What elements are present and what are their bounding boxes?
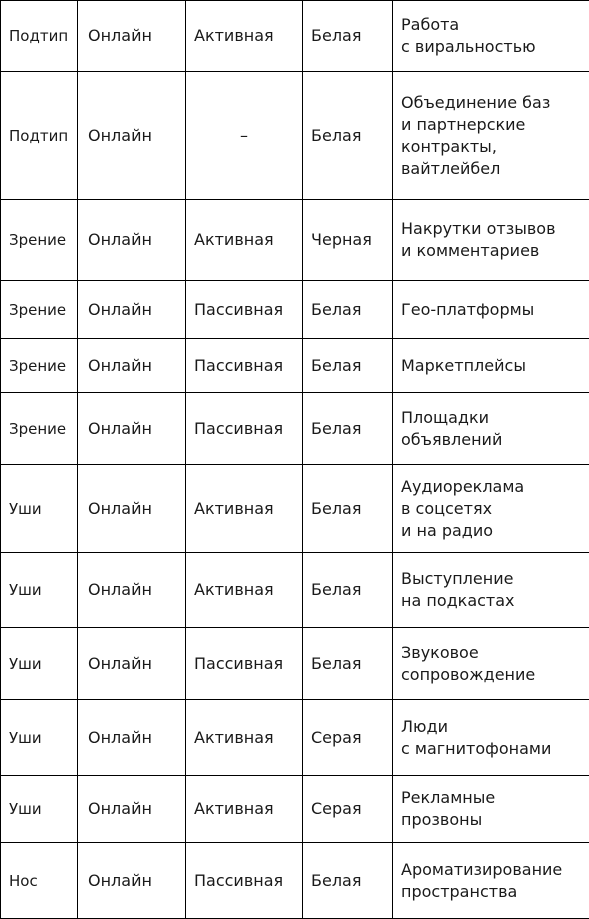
table-row <box>1 628 589 700</box>
cell-color: Серая <box>303 700 393 776</box>
table-row <box>1 339 589 393</box>
cell-tool: Люди с магнитофонами <box>393 700 589 776</box>
cell-color: Белая <box>303 843 393 919</box>
cell-mode: Активная <box>186 553 303 628</box>
cell-tool: Аудиореклама в соцсетях и на радио <box>393 465 589 553</box>
cell-color: Серая <box>303 776 393 843</box>
cell-channel: Онлайн <box>78 776 186 843</box>
cell-tool: Ароматизирование пространства <box>393 843 589 919</box>
table-row <box>1 553 589 628</box>
cell-subtype: Уши <box>1 700 78 776</box>
cell-channel: Онлайн <box>78 700 186 776</box>
cell-channel: Онлайн <box>78 339 186 393</box>
cell-channel: Онлайн <box>78 1 186 72</box>
cell-subtype: Подтип <box>1 72 78 200</box>
cell-color: Белая <box>303 72 393 200</box>
cell-tool: Гео-платформы <box>393 281 589 339</box>
table-row <box>1 700 589 776</box>
cell-mode: Пассивная <box>186 843 303 919</box>
table-row <box>1 281 589 339</box>
cell-channel: Онлайн <box>78 393 186 465</box>
cell-color: Белая <box>303 281 393 339</box>
cell-tool: Звуковое сопровождение <box>393 628 589 700</box>
cell-mode: Пассивная <box>186 628 303 700</box>
table-row <box>1 72 589 200</box>
cell-tool: Рекламные прозвоны <box>393 776 589 843</box>
cell-subtype: Подтип <box>1 1 78 72</box>
cell-channel: Онлайн <box>78 72 186 200</box>
table-row <box>1 465 589 553</box>
cell-color: Белая <box>303 339 393 393</box>
cell-color: Белая <box>303 393 393 465</box>
cell-mode: Активная <box>186 465 303 553</box>
cell-color: Белая <box>303 465 393 553</box>
cell-channel: Онлайн <box>78 628 186 700</box>
cell-mode: Активная <box>186 200 303 281</box>
cell-subtype: Уши <box>1 628 78 700</box>
cell-mode: Пассивная <box>186 339 303 393</box>
cell-tool: Накрутки отзывов и комментариев <box>393 200 589 281</box>
cell-color: Белая <box>303 1 393 72</box>
cell-tool: Объединение баз и партнерские контракты, вайтлейбел <box>393 72 589 200</box>
cell-subtype: Зрение <box>1 339 78 393</box>
cell-tool: Площадки объявлений <box>393 393 589 465</box>
cell-mode: Активная <box>186 776 303 843</box>
cell-mode: – <box>186 72 303 200</box>
cell-tool: Выступление на подкастах <box>393 553 589 628</box>
cell-channel: Онлайн <box>78 200 186 281</box>
cell-tool: Работа с виральностью <box>393 1 589 72</box>
cell-mode: Активная <box>186 1 303 72</box>
cell-color: Черная <box>303 200 393 281</box>
table-row <box>1 200 589 281</box>
cell-mode: Пассивная <box>186 281 303 339</box>
cell-tool: Маркетплейсы <box>393 339 589 393</box>
table-row <box>1 1 589 72</box>
cell-subtype: Зрение <box>1 393 78 465</box>
table-row <box>1 776 589 843</box>
cell-subtype: Зрение <box>1 200 78 281</box>
table-row <box>1 843 589 919</box>
cell-channel: Онлайн <box>78 281 186 339</box>
cell-channel: Онлайн <box>78 553 186 628</box>
cell-subtype: Уши <box>1 553 78 628</box>
cell-color: Белая <box>303 628 393 700</box>
table-row <box>1 393 589 465</box>
cell-mode: Активная <box>186 700 303 776</box>
cell-mode: Пассивная <box>186 393 303 465</box>
cell-channel: Онлайн <box>78 465 186 553</box>
cell-subtype: Уши <box>1 776 78 843</box>
cell-subtype: Уши <box>1 465 78 553</box>
cell-channel: Онлайн <box>78 843 186 919</box>
cell-color: Белая <box>303 553 393 628</box>
table-body <box>1 1 589 919</box>
cell-subtype: Нос <box>1 843 78 919</box>
cell-subtype: Зрение <box>1 281 78 339</box>
